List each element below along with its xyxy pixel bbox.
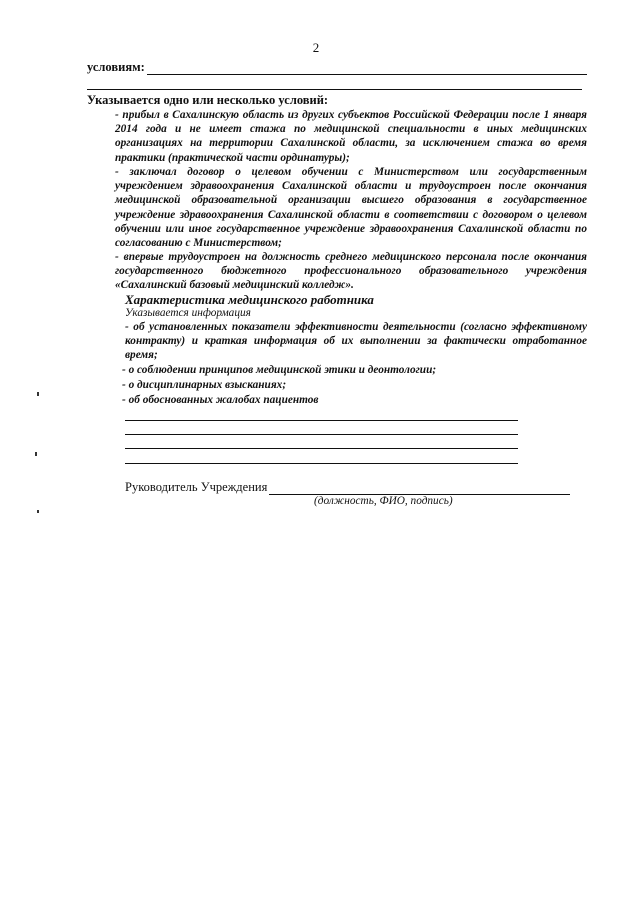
conditions-label: условиям: [87,60,145,74]
condition-3 [87,250,587,293]
condition-1 [87,108,587,165]
info-4: - об обоснованных жалобах пациентов [122,394,319,406]
info-1-text: - об установленных показатели эффективности деятельности (согласно эффективному контракту) и краткая информация об их выполнении за фактически отработанное время; [125,321,587,362]
conditions-blank-line [87,89,582,90]
signature-line [125,480,570,495]
characteristic-title: Характеристика медицинского работника [125,292,374,307]
blank-line-2 [125,434,518,435]
conditions-heading: Указывается одно или несколько условий: [87,93,329,107]
blank-line-1 [125,420,518,421]
info-1 [87,320,587,363]
blank-line-4 [125,463,518,464]
scan-speck [37,392,39,396]
info-2: - о соблюдении принципов медицинской этики и деонтологии; [122,364,437,376]
condition-1-text: - прибыл в Сахалинскую область из других субъектов Российской Федерации после 1 января 2014 года и не имеет стажа по медицинской специальности в иных медицинских организациях на территории Сахалинской области, за исключением стажа во время практики (практической части ординатуры); [115,109,587,164]
signature-blank [269,482,570,495]
page-number: 2 [312,40,320,55]
info-3: - о дисциплинарных взысканиях; [122,379,287,391]
condition-2-text: - заключал договор о целевом обучении с Министерством или государственным учреждением здравоохранения Сахалинской области и трудоустроен после окончания медицинской образовательной организации высшего образования в государственное учреждение здравоохранения Сахалинской области в соответствии с договором о целевом обучении или иное государственное учреждение здравоохранения Сахалинской области по согласованию с Министерством; [115,166,587,250]
scan-speck [35,452,37,456]
info-label: Указывается информация [125,307,251,319]
conditions-line [87,60,587,75]
scan-speck [37,510,39,513]
blank-line-3 [125,448,518,449]
signature-label: Руководитель Учреждения [125,480,268,494]
condition-3-text: - впервые трудоустроен на должность среднего медицинского персонала после окончания государственного бюджетного профессионального образовательного учреждения «Сахалинский базовый медицинский колледж». [115,251,587,292]
signature-caption: (должность, ФИО, подпись) [314,495,453,507]
condition-2 [87,165,587,250]
conditions-blank [147,62,587,75]
